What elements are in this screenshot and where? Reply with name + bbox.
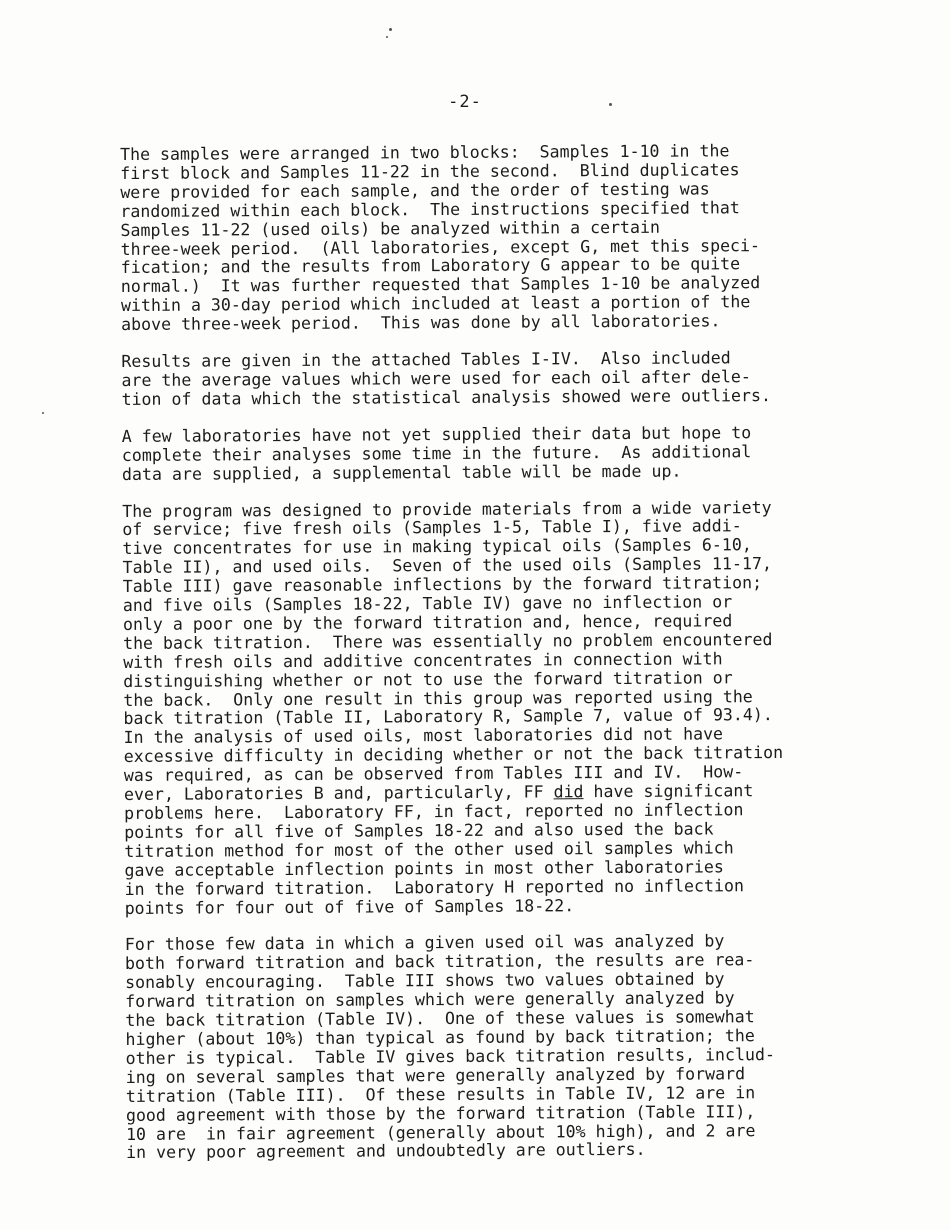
- line-segment: have significant: [583, 781, 754, 802]
- text-line: forward titration on samples which were generally analyzed by: [125, 988, 735, 1012]
- text-line: in the forward titration. Laboratory H reported no inflection: [124, 875, 744, 899]
- text-line: data are supplied, a supplemental table will be made up.: [121, 461, 682, 484]
- paragraph-supplemental: [122, 423, 882, 484]
- text-line: the back titration (Table IV). One of these values is somewhat: [125, 1007, 755, 1031]
- text-line: in very poor agreement and undoubtedly are outliers.: [126, 1140, 646, 1163]
- text-line: Table II), and used oils. Seven of the used oils (Samples 11-17,: [122, 554, 772, 578]
- text-line: Samples 11-22 (used oils) be analyzed within a certain: [120, 217, 661, 240]
- paragraph-sample-arrangement: [120, 141, 881, 335]
- text-line: with fresh oils and additive concentrates in connection with: [123, 649, 723, 672]
- text-line: sonably encouraging. Table III shows two values obtained by: [125, 969, 725, 993]
- text-line: tive concentrates for use in making typical oils (Samples 6-10,: [122, 535, 752, 559]
- line-segment: ever, Laboratories B and, particularly, FF: [123, 782, 554, 805]
- text-line: only a poor one by the forward titration and, hence, required: [122, 611, 733, 634]
- text-line: three-week period. (All laboratories, except G, met this speci-: [120, 235, 761, 259]
- text-line: above three-week period. This was done by all laboratories.: [121, 311, 721, 335]
- text-line: within a 30-day period which included at least a portion of the: [120, 292, 751, 316]
- text-line: complete their analyses some time in the future. As additional: [121, 441, 752, 465]
- page-number: -2-: [448, 92, 482, 112]
- text-line: The program was designed to provide materials from a wide variety: [122, 497, 772, 521]
- text-line: The samples were arranged in two blocks: Samples 1-10 in the: [119, 141, 730, 164]
- text-line: randomized within each block. The instructions specified that: [120, 197, 740, 221]
- text-line: first block and Samples 11-22 in the second. Blind duplicates: [120, 160, 740, 183]
- paragraph-forward-vs-back: [125, 932, 886, 1164]
- paragraph-results: [121, 348, 881, 409]
- text-line: both forward titration and back titration, the results are rea-: [124, 950, 755, 974]
- text-line: was required, as can be observed from Tables III and IV. How-: [123, 762, 744, 786]
- text-line: titration method for most of the other used oil samples which: [124, 838, 734, 861]
- text-line: distinguishing whether or not to use the forward titration or: [123, 667, 733, 691]
- text-line: normal.) It was further requested that Samples 1-10 be analyzed: [120, 273, 761, 297]
- scan-speck: [42, 412, 44, 414]
- text-line: higher (about 10%) than typical as found by back titration; the: [125, 1026, 755, 1049]
- text-line: fication; and the results from Laboratory G appear to be quite: [120, 254, 741, 278]
- text-line: excessive difficulty in deciding whether or not the back titration: [123, 743, 784, 767]
- text-line: points for four out of five of Samples 18-22.: [124, 895, 575, 918]
- text-line: tion of data which the statistical analysis showed were outliers.: [121, 385, 771, 409]
- text-line: Table III) gave reasonable inflections by the forward titration;: [122, 573, 763, 597]
- underlined-word: did: [553, 782, 584, 802]
- paragraph-program-design: [122, 498, 885, 919]
- text-line: back titration (Table II, Laboratory R, Sample 7, value of 93.4).: [123, 705, 773, 729]
- text-line: Results are given in the attached Tables I-IV. Also included: [121, 348, 731, 372]
- text-line: titration (Table III). Of these results in Table IV, 12 are in: [125, 1082, 756, 1106]
- text-line: other is typical. Table IV gives back titration results, includ-: [125, 1044, 775, 1068]
- text-line: the back titration. There was essentially no problem encountered: [122, 629, 773, 653]
- body-text: [120, 141, 886, 1181]
- text-line: and five oils (Samples 18-22, Table IV) gave no inflection or: [122, 592, 733, 616]
- scan-speck: [389, 28, 392, 31]
- text-line: the back. Only one result in this group was reported using the: [123, 686, 753, 710]
- text-line: were provided for each sample, and the order of testing was: [120, 179, 710, 202]
- text-line: gave acceptable inflection points in most other laboratories: [124, 857, 724, 880]
- text-line: 10 are in fair agreement (generally about 10% high), and 2 are: [125, 1120, 756, 1144]
- text-line: points for all five of Samples 18-22 and also used the back: [124, 819, 714, 842]
- text-line: In the analysis of used oils, most laboratories did not have: [123, 724, 724, 748]
- text-line: For those few data in which a given used oil was analyzed by: [124, 931, 725, 955]
- scan-speck: [609, 103, 612, 106]
- text-line: good agreement with those by the forward titration (Table III),: [125, 1101, 756, 1125]
- text-line: are the average values which were used for each oil after dele-: [121, 367, 751, 390]
- text-line: problems here. Laboratory FF, in fact, reported no inflection: [124, 800, 744, 823]
- scan-speck: [386, 36, 388, 38]
- text-line: ing on several samples that were generally analyzed by forward: [125, 1063, 746, 1087]
- text-line: A few laboratories have not yet supplied their data but hope to: [121, 422, 752, 446]
- text-line: of service; five fresh oils (Samples 1-5, Table I), five addi-: [122, 516, 742, 540]
